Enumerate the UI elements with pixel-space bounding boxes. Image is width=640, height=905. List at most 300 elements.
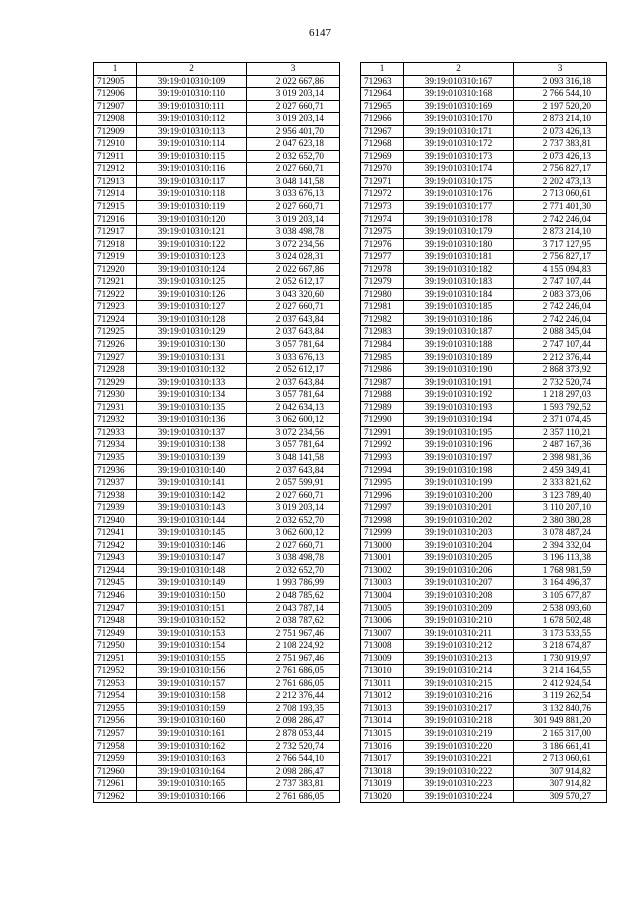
- row-number-cell: 712982: [361, 313, 404, 326]
- row-number-cell: 712960: [94, 765, 137, 778]
- table-row: [94, 163, 340, 176]
- table-row: [94, 677, 340, 690]
- value-cell: 2 737 383,81: [247, 778, 340, 791]
- row-number-cell: 712983: [361, 326, 404, 339]
- row-number-cell: 712927: [94, 351, 137, 364]
- table-row: [361, 589, 607, 602]
- table-row: [361, 451, 607, 464]
- cadastral-number-cell: 39:19:010310:171: [404, 125, 514, 138]
- row-number-cell: 712959: [94, 753, 137, 766]
- row-number-cell: 713005: [361, 602, 404, 615]
- value-cell: 2 027 660,71: [247, 489, 340, 502]
- value-cell: 2 165 317,00: [514, 727, 607, 740]
- row-number-cell: 712916: [94, 213, 137, 226]
- row-number-cell: 712971: [361, 175, 404, 188]
- cadastral-number-cell: 39:19:010310:186: [404, 313, 514, 326]
- cadastral-number-cell: 39:19:010310:153: [137, 627, 247, 640]
- value-cell: 2 766 544,10: [514, 88, 607, 101]
- table-row: [361, 313, 607, 326]
- row-number-cell: 712928: [94, 364, 137, 377]
- row-number-cell: 712906: [94, 88, 137, 101]
- value-cell: 2 052 612,17: [247, 364, 340, 377]
- table-row: [361, 615, 607, 628]
- value-cell: 2 766 544,10: [247, 753, 340, 766]
- value-cell: 3 057 781,64: [247, 389, 340, 402]
- table-row: [94, 263, 340, 276]
- value-cell: 2 380 380,28: [514, 514, 607, 527]
- cadastral-number-cell: 39:19:010310:157: [137, 677, 247, 690]
- table-row: [361, 477, 607, 490]
- value-cell: 3 024 028,31: [247, 251, 340, 264]
- cadastral-number-cell: 39:19:010310:217: [404, 702, 514, 715]
- row-number-cell: 713000: [361, 539, 404, 552]
- cadastral-number-cell: 39:19:010310:222: [404, 765, 514, 778]
- column-header-cadastral: 2: [137, 63, 247, 76]
- cadastral-number-cell: 39:19:010310:129: [137, 326, 247, 339]
- cadastral-number-cell: 39:19:010310:196: [404, 439, 514, 452]
- table-row: [94, 727, 340, 740]
- value-cell: 2 073 426,13: [514, 125, 607, 138]
- cadastral-number-cell: 39:19:010310:152: [137, 615, 247, 628]
- cadastral-number-cell: 39:19:010310:182: [404, 263, 514, 276]
- cadastral-number-cell: 39:19:010310:127: [137, 301, 247, 314]
- cadastral-number-cell: 39:19:010310:183: [404, 276, 514, 289]
- cadastral-number-cell: 39:19:010310:210: [404, 615, 514, 628]
- table-row: [94, 615, 340, 628]
- value-cell: 3 123 789,40: [514, 489, 607, 502]
- table-row: [94, 276, 340, 289]
- value-cell: 2 027 660,71: [247, 201, 340, 214]
- value-cell: 2 093 316,18: [514, 75, 607, 88]
- table-row: [94, 414, 340, 427]
- value-cell: 309 570,27: [514, 790, 607, 803]
- table-row: [361, 489, 607, 502]
- row-number-cell: 712958: [94, 740, 137, 753]
- cadastral-number-cell: 39:19:010310:203: [404, 527, 514, 540]
- row-number-cell: 712907: [94, 100, 137, 113]
- row-number-cell: 712937: [94, 477, 137, 490]
- row-number-cell: 712917: [94, 226, 137, 239]
- row-number-cell: 712996: [361, 489, 404, 502]
- cadastral-number-cell: 39:19:010310:110: [137, 88, 247, 101]
- row-number-cell: 712925: [94, 326, 137, 339]
- table-row: [361, 790, 607, 803]
- row-number-cell: 713020: [361, 790, 404, 803]
- column-header-value: 3: [514, 63, 607, 76]
- row-number-cell: 712964: [361, 88, 404, 101]
- value-cell: 2 027 660,71: [247, 100, 340, 113]
- cadastral-number-cell: 39:19:010310:212: [404, 640, 514, 653]
- cadastral-number-cell: 39:19:010310:126: [137, 288, 247, 301]
- table-row: [361, 288, 607, 301]
- table-row: [94, 226, 340, 239]
- cadastral-number-cell: 39:19:010310:120: [137, 213, 247, 226]
- value-cell: 3 173 533,55: [514, 627, 607, 640]
- row-number-cell: 712988: [361, 389, 404, 402]
- table-row: [361, 602, 607, 615]
- row-number-cell: 713018: [361, 765, 404, 778]
- cadastral-number-cell: 39:19:010310:139: [137, 451, 247, 464]
- value-cell: 2 057 599,91: [247, 477, 340, 490]
- row-number-cell: 713008: [361, 640, 404, 653]
- table-row: [361, 125, 607, 138]
- cadastral-number-cell: 39:19:010310:111: [137, 100, 247, 113]
- cadastral-number-cell: 39:19:010310:158: [137, 690, 247, 703]
- cadastral-number-cell: 39:19:010310:202: [404, 514, 514, 527]
- cadastral-number-cell: 39:19:010310:195: [404, 426, 514, 439]
- table-row: [94, 564, 340, 577]
- value-cell: 3 019 203,14: [247, 113, 340, 126]
- table-row: [361, 113, 607, 126]
- cadastral-number-cell: 39:19:010310:132: [137, 364, 247, 377]
- value-cell: 2 032 652,70: [247, 514, 340, 527]
- cadastral-number-cell: 39:19:010310:161: [137, 727, 247, 740]
- cadastral-number-cell: 39:19:010310:109: [137, 75, 247, 88]
- table-row: [361, 188, 607, 201]
- cadastral-number-cell: 39:19:010310:141: [137, 477, 247, 490]
- row-number-cell: 712926: [94, 339, 137, 352]
- cadastral-number-cell: 39:19:010310:131: [137, 351, 247, 364]
- table-row: [94, 702, 340, 715]
- row-number-cell: 712949: [94, 627, 137, 640]
- table-row: [361, 414, 607, 427]
- table-row: [94, 401, 340, 414]
- cadastral-number-cell: 39:19:010310:198: [404, 464, 514, 477]
- table-row: [94, 251, 340, 264]
- table-row: [94, 665, 340, 678]
- cadastral-number-cell: 39:19:010310:159: [137, 702, 247, 715]
- value-cell: 3 057 781,64: [247, 439, 340, 452]
- table-row: [94, 175, 340, 188]
- table-body-right: [361, 63, 607, 803]
- value-cell: 3 057 781,64: [247, 339, 340, 352]
- table-row: [94, 125, 340, 138]
- cadastral-number-cell: 39:19:010310:162: [137, 740, 247, 753]
- value-cell: 1 218 297,03: [514, 389, 607, 402]
- row-number-cell: 712942: [94, 539, 137, 552]
- value-cell: 2 043 787,14: [247, 602, 340, 615]
- cadastral-number-cell: 39:19:010310:172: [404, 138, 514, 151]
- value-cell: 3 186 661,41: [514, 740, 607, 753]
- table-row: [361, 175, 607, 188]
- cadastral-number-cell: 39:19:010310:122: [137, 238, 247, 251]
- cadastral-number-cell: 39:19:010310:177: [404, 201, 514, 214]
- value-cell: 3 110 207,10: [514, 502, 607, 515]
- row-number-cell: 712918: [94, 238, 137, 251]
- value-cell: 2 333 821,62: [514, 477, 607, 490]
- row-number-cell: 712924: [94, 313, 137, 326]
- table-row: [94, 376, 340, 389]
- row-number-cell: 712976: [361, 238, 404, 251]
- row-number-cell: 712950: [94, 640, 137, 653]
- cadastral-number-cell: 39:19:010310:149: [137, 577, 247, 590]
- row-number-cell: 713001: [361, 552, 404, 565]
- column-header-cadastral: 2: [404, 63, 514, 76]
- row-number-cell: 712995: [361, 477, 404, 490]
- value-cell: 3 164 496,37: [514, 577, 607, 590]
- table-row: [94, 640, 340, 653]
- value-cell: 2 878 053,44: [247, 727, 340, 740]
- row-number-cell: 712991: [361, 426, 404, 439]
- row-number-cell: 712912: [94, 163, 137, 176]
- cadastral-number-cell: 39:19:010310:169: [404, 100, 514, 113]
- table-row: [94, 477, 340, 490]
- table-row: [361, 213, 607, 226]
- table-row: [94, 652, 340, 665]
- row-number-cell: 712957: [94, 727, 137, 740]
- row-number-cell: 712984: [361, 339, 404, 352]
- row-number-cell: 712968: [361, 138, 404, 151]
- cadastral-number-cell: 39:19:010310:124: [137, 263, 247, 276]
- header-row: [361, 63, 607, 76]
- table-row: [94, 238, 340, 251]
- cadastral-number-cell: 39:19:010310:114: [137, 138, 247, 151]
- row-number-cell: 712919: [94, 251, 137, 264]
- row-number-cell: 712999: [361, 527, 404, 540]
- table-row: [94, 464, 340, 477]
- table-row: [361, 652, 607, 665]
- table-row: [94, 489, 340, 502]
- row-number-cell: 712994: [361, 464, 404, 477]
- value-cell: 2 037 643,84: [247, 376, 340, 389]
- value-cell: 2 083 373,06: [514, 288, 607, 301]
- row-number-cell: 712998: [361, 514, 404, 527]
- value-cell: 2 771 401,30: [514, 201, 607, 214]
- value-cell: 307 914,82: [514, 778, 607, 791]
- row-number-cell: 713014: [361, 715, 404, 728]
- table-row: [94, 627, 340, 640]
- value-cell: 2 868 373,92: [514, 364, 607, 377]
- table-row: [94, 577, 340, 590]
- cadastral-number-cell: 39:19:010310:181: [404, 251, 514, 264]
- row-number-cell: 712970: [361, 163, 404, 176]
- value-cell: 3 019 203,14: [247, 88, 340, 101]
- cadastral-number-cell: 39:19:010310:138: [137, 439, 247, 452]
- table-row: [94, 188, 340, 201]
- value-cell: 4 155 094,83: [514, 263, 607, 276]
- row-number-cell: 713010: [361, 665, 404, 678]
- row-number-cell: 712909: [94, 125, 137, 138]
- value-cell: 3 038 498,78: [247, 226, 340, 239]
- table-row: [361, 201, 607, 214]
- value-cell: 2 212 376,44: [247, 690, 340, 703]
- row-number-cell: 712953: [94, 677, 137, 690]
- value-cell: 2 751 967,46: [247, 652, 340, 665]
- table-row: [361, 376, 607, 389]
- row-number-cell: 712923: [94, 301, 137, 314]
- cadastral-number-cell: 39:19:010310:174: [404, 163, 514, 176]
- row-number-cell: 713004: [361, 589, 404, 602]
- cadastral-number-cell: 39:19:010310:166: [137, 790, 247, 803]
- row-number-cell: 713015: [361, 727, 404, 740]
- cadastral-number-cell: 39:19:010310:146: [137, 539, 247, 552]
- table-row: [94, 150, 340, 163]
- row-number-cell: 712944: [94, 564, 137, 577]
- cadastral-number-cell: 39:19:010310:205: [404, 552, 514, 565]
- table-row: [94, 527, 340, 540]
- value-cell: 2 037 643,84: [247, 326, 340, 339]
- row-number-cell: 713006: [361, 615, 404, 628]
- table-row: [94, 740, 340, 753]
- value-cell: 3 072 234,56: [247, 238, 340, 251]
- table-row: [361, 389, 607, 402]
- value-cell: 3 214 164,55: [514, 665, 607, 678]
- table-row: [361, 665, 607, 678]
- value-cell: 3 105 677,87: [514, 589, 607, 602]
- value-cell: 2 098 286,47: [247, 715, 340, 728]
- row-number-cell: 712940: [94, 514, 137, 527]
- cadastral-number-cell: 39:19:010310:116: [137, 163, 247, 176]
- table-row: [361, 778, 607, 791]
- cadastral-number-cell: 39:19:010310:135: [137, 401, 247, 414]
- row-number-cell: 712910: [94, 138, 137, 151]
- row-number-cell: 712978: [361, 263, 404, 276]
- row-number-cell: 712941: [94, 527, 137, 540]
- row-number-cell: 712913: [94, 175, 137, 188]
- cadastral-number-cell: 39:19:010310:191: [404, 376, 514, 389]
- table-row: [361, 527, 607, 540]
- table-row: [94, 552, 340, 565]
- table-row: [361, 351, 607, 364]
- table-row: [94, 426, 340, 439]
- row-number-cell: 712973: [361, 201, 404, 214]
- column-header-value: 3: [247, 63, 340, 76]
- row-number-cell: 712981: [361, 301, 404, 314]
- value-cell: 2 073 426,13: [514, 150, 607, 163]
- value-cell: 2 197 520,20: [514, 100, 607, 113]
- table-row: [361, 677, 607, 690]
- value-cell: 3 048 141,58: [247, 451, 340, 464]
- table-row: [94, 75, 340, 88]
- row-number-cell: 712929: [94, 376, 137, 389]
- cadastral-number-cell: 39:19:010310:155: [137, 652, 247, 665]
- row-number-cell: 712987: [361, 376, 404, 389]
- cadastral-number-cell: 39:19:010310:184: [404, 288, 514, 301]
- value-cell: 3 062 600,12: [247, 527, 340, 540]
- value-cell: 2 761 686,05: [247, 665, 340, 678]
- register-table-right: [360, 62, 607, 803]
- cadastral-number-cell: 39:19:010310:200: [404, 489, 514, 502]
- cadastral-number-cell: 39:19:010310:160: [137, 715, 247, 728]
- table-row: [94, 539, 340, 552]
- row-number-cell: 712967: [361, 125, 404, 138]
- value-cell: 3 033 676,13: [247, 351, 340, 364]
- cadastral-number-cell: 39:19:010310:147: [137, 552, 247, 565]
- table-row: [94, 326, 340, 339]
- cadastral-number-cell: 39:19:010310:207: [404, 577, 514, 590]
- row-number-cell: 712911: [94, 150, 137, 163]
- table-row: [361, 439, 607, 452]
- cadastral-number-cell: 39:19:010310:220: [404, 740, 514, 753]
- row-number-cell: 712992: [361, 439, 404, 452]
- row-number-cell: 712993: [361, 451, 404, 464]
- row-number-cell: 712914: [94, 188, 137, 201]
- row-number-cell: 712955: [94, 702, 137, 715]
- cadastral-number-cell: 39:19:010310:221: [404, 753, 514, 766]
- table-row: [361, 88, 607, 101]
- table-row: [94, 88, 340, 101]
- table-row: [94, 351, 340, 364]
- table-row: [94, 778, 340, 791]
- row-number-cell: 712939: [94, 502, 137, 515]
- row-number-cell: 712936: [94, 464, 137, 477]
- value-cell: 2 747 107,44: [514, 276, 607, 289]
- row-number-cell: 712946: [94, 589, 137, 602]
- table-row: [94, 288, 340, 301]
- value-cell: 2 956 401,70: [247, 125, 340, 138]
- value-cell: 2 022 667,86: [247, 263, 340, 276]
- cadastral-number-cell: 39:19:010310:175: [404, 175, 514, 188]
- row-number-cell: 712963: [361, 75, 404, 88]
- table-row: [361, 238, 607, 251]
- table-row: [361, 577, 607, 590]
- table-row: [361, 753, 607, 766]
- header-row: [94, 63, 340, 76]
- cadastral-number-cell: 39:19:010310:204: [404, 539, 514, 552]
- row-number-cell: 712966: [361, 113, 404, 126]
- table-row: [361, 364, 607, 377]
- table-row: [361, 426, 607, 439]
- value-cell: 3 019 203,14: [247, 502, 340, 515]
- cadastral-number-cell: 39:19:010310:164: [137, 765, 247, 778]
- cadastral-number-cell: 39:19:010310:130: [137, 339, 247, 352]
- row-number-cell: 712945: [94, 577, 137, 590]
- cadastral-number-cell: 39:19:010310:213: [404, 652, 514, 665]
- value-cell: 2 202 473,13: [514, 175, 607, 188]
- row-number-cell: 712975: [361, 226, 404, 239]
- value-cell: 301 949 881,20: [514, 715, 607, 728]
- cadastral-number-cell: 39:19:010310:154: [137, 640, 247, 653]
- value-cell: 2 052 612,17: [247, 276, 340, 289]
- value-cell: 3 119 262,54: [514, 690, 607, 703]
- row-number-cell: 712948: [94, 615, 137, 628]
- row-number-cell: 712921: [94, 276, 137, 289]
- table-row: [361, 740, 607, 753]
- row-number-cell: 712965: [361, 100, 404, 113]
- value-cell: 2 098 286,47: [247, 765, 340, 778]
- value-cell: 2 737 383,81: [514, 138, 607, 151]
- table-row: [361, 702, 607, 715]
- value-cell: 2 708 193,35: [247, 702, 340, 715]
- row-number-cell: 713007: [361, 627, 404, 640]
- value-cell: 3 196 113,38: [514, 552, 607, 565]
- value-cell: 3 048 141,58: [247, 175, 340, 188]
- value-cell: 2 108 224,92: [247, 640, 340, 653]
- cadastral-number-cell: 39:19:010310:156: [137, 665, 247, 678]
- cadastral-number-cell: 39:19:010310:168: [404, 88, 514, 101]
- table-row: [94, 389, 340, 402]
- value-cell: 2 047 623,18: [247, 138, 340, 151]
- cadastral-number-cell: 39:19:010310:197: [404, 451, 514, 464]
- cadastral-number-cell: 39:19:010310:150: [137, 589, 247, 602]
- table-row: [94, 301, 340, 314]
- cadastral-number-cell: 39:19:010310:211: [404, 627, 514, 640]
- table-row: [361, 339, 607, 352]
- table-row: [94, 339, 340, 352]
- value-cell: 2 371 074,45: [514, 414, 607, 427]
- table-row: [361, 765, 607, 778]
- value-cell: 2 042 634,13: [247, 401, 340, 414]
- table-row: [361, 150, 607, 163]
- value-cell: 3 132 840,76: [514, 702, 607, 715]
- table-row: [94, 589, 340, 602]
- table-row: [361, 690, 607, 703]
- register-table-left: [93, 62, 340, 803]
- value-cell: 2 037 643,84: [247, 313, 340, 326]
- row-number-cell: 712961: [94, 778, 137, 791]
- cadastral-number-cell: 39:19:010310:219: [404, 727, 514, 740]
- table-row: [94, 502, 340, 515]
